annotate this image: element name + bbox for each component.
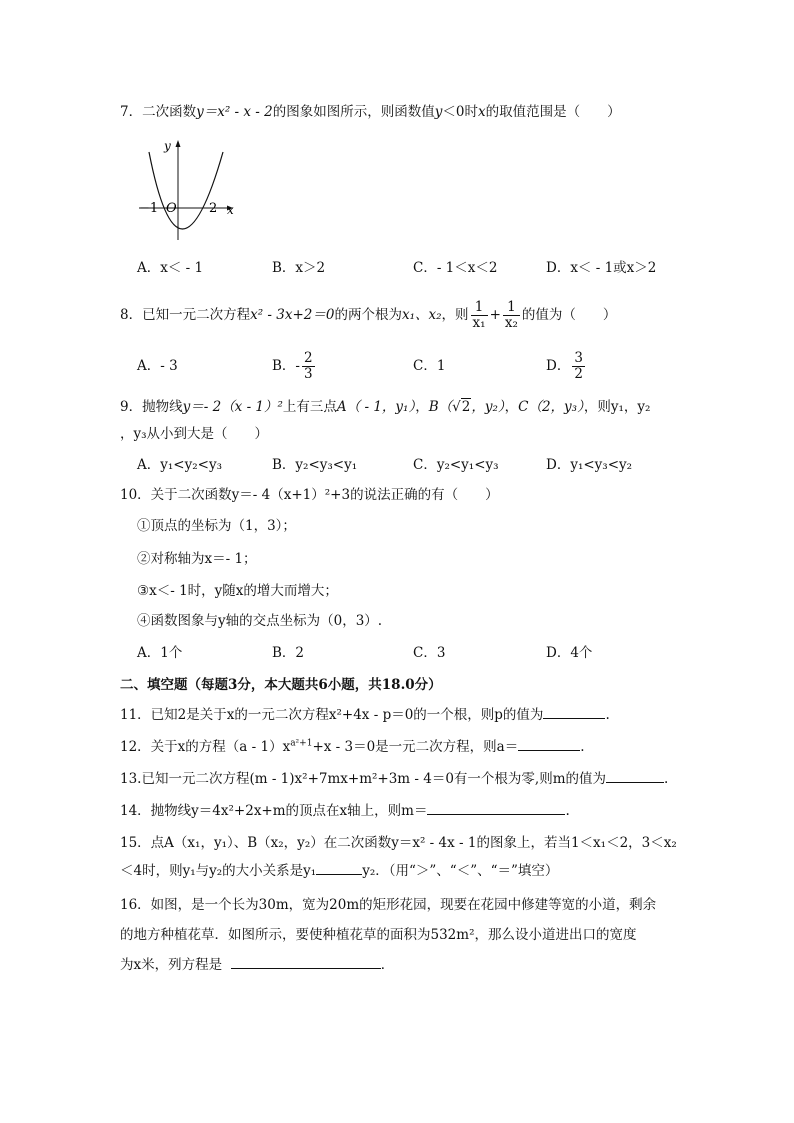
q9-stem-c: ，则y₁，y₂: [583, 399, 651, 415]
q12-exponent: a²+1: [290, 738, 313, 749]
q8-stem-d: 的值为（ ）: [521, 307, 617, 323]
q7-option-a[interactable]: A．x＜ - 1: [137, 260, 204, 276]
q8-stem-b: 的两个根为: [334, 307, 402, 323]
q9-stem-a: 9．抛物线: [120, 399, 183, 415]
q9-option-d[interactable]: D．y₁<y₃<y₂: [546, 457, 633, 473]
q9-function: y＝- 2（x - 1）²: [182, 399, 283, 415]
q7-option-d[interactable]: D．x＜ - 1或x＞2: [546, 260, 657, 276]
q12-answer-blank[interactable]: [518, 737, 580, 751]
q11-answer-blank[interactable]: [543, 705, 605, 719]
parabola-graph: [135, 136, 240, 244]
q13-end: .: [664, 771, 669, 787]
q8-stem-a: 8．已知一元二次方程: [120, 307, 251, 323]
graph-origin-label: O: [166, 201, 177, 216]
q9-option-c[interactable]: C．y₂<y₁<y₃: [413, 457, 499, 473]
question-11: [120, 705, 610, 725]
graph-minus-one-label: −1: [139, 201, 159, 216]
q7-stem-b: 的图象如图所示，则函数值: [272, 104, 435, 120]
q9-radicand: 2: [461, 399, 471, 415]
q10-item-2: ②对称轴为x＝- 1；: [137, 551, 257, 567]
q7-function: y＝x² - x - 2: [196, 104, 273, 120]
q10-option-d[interactable]: D．4个: [546, 645, 593, 661]
q8-roots: x₁、x₂: [401, 307, 442, 323]
q14-end: .: [565, 803, 570, 819]
sqrt-symbol: √2: [452, 399, 471, 415]
q10-item-3: ③x＜- 1时，y随x的增大而增大；: [137, 583, 338, 599]
question-12: [120, 737, 585, 757]
q12-end: .: [580, 739, 585, 755]
q7-stem-d: 的取值范围是（ ）: [485, 104, 621, 120]
q16-answer-blank[interactable]: [231, 955, 381, 969]
q9-point-a: A（ - 1，y₁）: [336, 399, 416, 415]
q8-option-d[interactable]: [546, 348, 587, 384]
question-16-line-2: 的地方种植花草．如图所示，要使种植花草的面积为532m²，那么设小道进出口的宽度: [120, 927, 637, 943]
question-8-stem: [120, 300, 616, 331]
q8-fraction-2: $\frac{1}{\text{x₂}}$: [504, 299, 518, 331]
q8-option-b[interactable]: [272, 348, 317, 384]
question-15-line-2: [120, 861, 558, 881]
q15-answer-blank[interactable]: [316, 861, 362, 875]
q10-option-a[interactable]: A．1个: [137, 645, 183, 661]
q7-option-b[interactable]: B．x＞2: [272, 260, 326, 276]
q10-item-4: ④函数图象与y轴的交点坐标为（0，3）.: [137, 613, 383, 629]
q13-answer-blank[interactable]: [606, 769, 664, 783]
q9-sep-1: ，: [415, 399, 429, 415]
q9-point-b-post: ，y₂）: [471, 399, 505, 415]
question-7-stem: 7．二次函数y＝x² - x - 2的图象如图所示，则函数值y＜0时x的取值范围是（ ）: [120, 104, 621, 120]
q8-option-b-prefix: B．-: [272, 358, 300, 374]
q8-equation: x² - 3x+2＝0: [250, 307, 335, 323]
question-9-line-1: [120, 397, 650, 417]
q7-stem-c: ＜0时: [442, 104, 478, 120]
graph-y-label: y: [164, 139, 171, 153]
q16-text-a: 为x米，列方程是: [120, 957, 223, 973]
q8-stem-c: ，则: [441, 307, 469, 323]
q9-stem-b: 上有三点: [282, 399, 337, 415]
q8-option-a[interactable]: A．- 3: [137, 358, 178, 374]
question-15-line-1: 15．点A（x₁，y₁）、B（x₂，y₂）在二次函数y＝x² - 4x - 1的图象上，若当1＜x₁＜2，3＜x₂: [120, 835, 677, 851]
q9-sep-2: ，: [504, 399, 519, 415]
q11-text: 11．已知2是关于x的一元二次方程x²+4x - p＝0的一个根，则p的值为: [120, 707, 544, 723]
question-14: [120, 801, 570, 821]
question-13: [120, 769, 668, 789]
q9-option-a[interactable]: A．y₁<y₂<y₃: [137, 457, 222, 473]
q11-end: .: [605, 707, 610, 723]
q9-option-b[interactable]: B．y₂<y₃<y₁: [272, 457, 358, 473]
question-16-line-3: [120, 955, 394, 975]
q10-item-1: ①顶点的坐标为（1，3）；: [137, 518, 296, 534]
q9-point-c: C（2，y₃）: [518, 399, 584, 415]
q14-answer-blank[interactable]: [427, 801, 565, 815]
q13-text: 13.已知一元二次方程(m - 1)x²+7mx+m²+3m - 4＝0有一个根为零,则m的值为: [120, 771, 607, 787]
q8-option-d-prefix: D．: [546, 358, 571, 374]
question-16-line-1: 16．如图，是一个长为30m，宽为20m的矩形花园，现要在花园中修建等宽的小道，剩余: [120, 897, 657, 913]
q7-option-c[interactable]: C．- 1＜x＜2: [413, 260, 498, 276]
q12-text-a: 12．关于x的方程（a - 1）x: [120, 739, 291, 755]
q8-plus: +: [489, 307, 501, 323]
q15-text-b: y₂．（用“＞”、“＜”、“＝”填空）: [362, 863, 559, 879]
q7-stem-a: 7．二次函数: [120, 104, 197, 120]
q9-point-b-pre: B（: [428, 399, 453, 415]
graph-x-label: x: [227, 203, 234, 217]
question-9-line-2: ，y₃从小到大是（ ）: [120, 426, 269, 442]
q8-option-d-fraction: $\frac{3}{2}$: [574, 350, 583, 382]
q8-option-b-fraction: $\frac{2}{3}$: [303, 350, 313, 382]
graph-two-label: 2: [209, 201, 218, 216]
q16-text-b: ．: [380, 957, 395, 973]
q15-text-a: ＜4时，则y₁与y₂的大小关系是y₁: [120, 863, 317, 879]
q8-option-c[interactable]: C．1: [413, 358, 446, 374]
q10-option-b[interactable]: B．2: [272, 645, 305, 661]
q12-text-b: +x - 3＝0是一元二次方程，则a＝: [312, 739, 519, 755]
question-10-stem: 10．关于二次函数y＝- 4（x+1）²+3的说法正确的有（ ）: [120, 487, 499, 503]
q8-fraction-1: $\frac{1}{\text{x₁}}$: [472, 299, 486, 331]
section-2-heading: 二、填空题（每题3分，本大题共6小题，共18.0分）: [120, 677, 442, 693]
q10-option-c[interactable]: C．3: [413, 645, 446, 661]
q14-text: 14．抛物线y＝4x²+2x+m的顶点在x轴上，则m＝: [120, 803, 428, 819]
